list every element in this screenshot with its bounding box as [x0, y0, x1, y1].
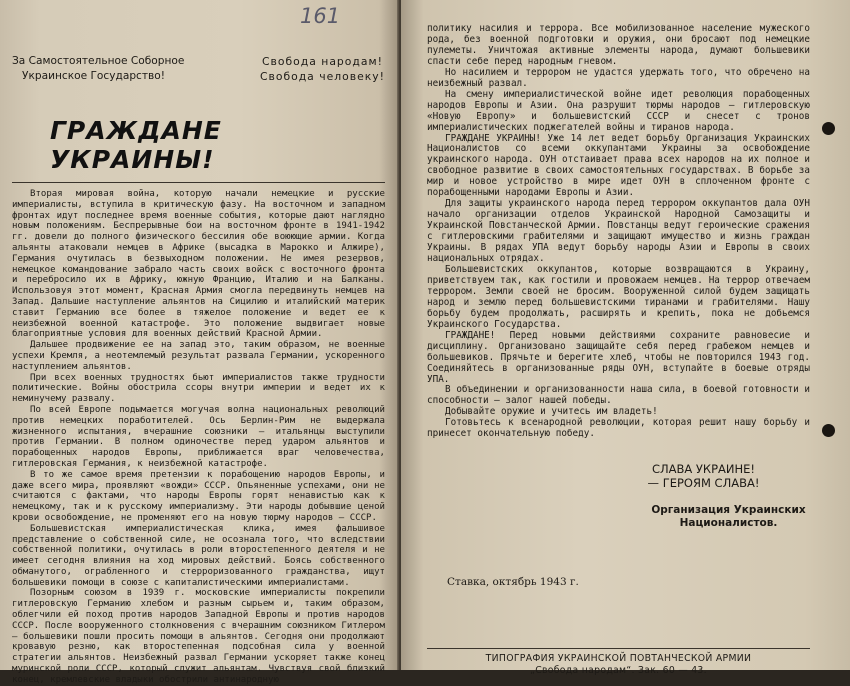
paragraph: ГРАЖДАНЕ! Перед новыми действиями сохраните равновесие и дисциплину. Организовано защищайте себя перед грабежом немцев и большевиков. Прячьте и берегите хлеб, чтобы не повторился 1943 год. Соединяйтесь в организованные ряды ОУН, вступайте в боевые отряды УПА. [427, 329, 810, 385]
paragraph: Большевистская империалистическая клика, имея фальшивое представление о собственной силе, не осознала того, что вследствии собственной политики, очутилась в роли второстепенного деятеля и не имеет сегодня влияния на ход мировых действий. Боясь собственного обманутого, ограбленного и стерроризованного гражданства, ищут большевики помощи в союзе с капиталистическими империалистами. [12, 523, 385, 588]
org-line-1: Организация Украинских [651, 504, 806, 517]
archive-page-number: 161 [300, 4, 341, 28]
punch-hole-bottom [822, 424, 835, 437]
printer-line-1: ТИПОГРАФИЯ УКРАИНСКОЙ ПОВТАНЧЕСКОЙ АРМИИ [485, 653, 752, 665]
printer-imprint [427, 648, 810, 677]
state-slogan-block [12, 54, 184, 84]
right-page [401, 0, 850, 677]
paragraph: При всех военных трудностях бьют империалистов также трудности политические. Войны обострила ссоры внутри империи и ведет их к неминучему развалу. [12, 372, 385, 405]
right-body-text [427, 24, 810, 440]
page-title: ГРАЖДАНЕ УКРАИНЫ! [50, 116, 222, 174]
paragraph: Вторая мировая война, которую начали немецкие и русские империалисты, вступила в критическую фазу. На восточном и западном фронтах идут последнее время военные события, которые дают наглядно новым положениям. Беспрерывные бои на восточном фронте в 1941-1942 гг. довели до полного физического бессилия обе воюющие армии. Когда альянты атаковали немцев в Африке (высадка в Марокко и Алжире), Германия очутилась в безвыходном положении. Не имея резервов, немецкое командование забрало часть своих войск с восточного фронта и перебросило их в Африку, южную Францию, Италию и на Балканы. Использовуя этот момент, Красная Армия смогла передвинуть немцев на Запад. Дальшие наступление альянтов на Сицилию и италийский материк ставит Германию все более в тяжелое положение и ведет ее к неизбежной военной катастрофе. Это положение выдвигает новые благоприятные условия для военных действий Красной Армии. [12, 189, 385, 340]
paragraph: Готовьтесь к всенародной революции, которая решит нашу борьбу и принесет окончательную победу. [427, 417, 810, 440]
paragraph: Дальшее продвижение ее на запад это, таким образом, не военные успехи Кремля, а неотемлемый результат развала Германии, ускоренного наступлением альянтов. [12, 340, 385, 372]
paragraph: В то же самое время претензии к порабощению народов Европы, и даже всего мира, проявляют «вожди» СССР. Опьяненные успехами, они не считаются с фактами, что народы Европы горят ненавистью как к немецкому, так и к русскому империализму. Эти народы добывшие ценой крови освобождение, не променяют его на новую тюрму народов — СССР. [12, 469, 385, 523]
paragraph: Добывайте оружие и учитесь им владеть! [445, 406, 658, 418]
closing-glory-heroes: — ГЕРОЯМ СЛАВА! [647, 476, 760, 491]
paragraph: В объединении и организованности наша сила, в боевой готовности и способности — залог нашей победы. [427, 384, 810, 407]
slogan-freedom-person: Свобода человеку! [259, 70, 385, 83]
state-slogan-line-2: Украинское Государство! [22, 70, 166, 82]
paragraph: По всей Европе подымается могучая волна национальных революций против немецких поработителей. Ось Берлин-Рим не выдержала жизненного испытания, вчерашние союзники — итальянцы выступили против Германии. В полном одиночестве перед ударом альянтов и порабощенных народов Европы, приближается враг человечества, гитлеровская Германия, к неизбежной катастрофе. [12, 404, 385, 469]
org-line-2: Националистов. [679, 517, 778, 530]
left-page [0, 0, 399, 685]
closing-glory-ukraine: СЛАВА УКРАИНЕ! [651, 462, 756, 477]
paragraph: Большевистских оккупантов, которые возвращаются в Украину, приветствуем так, как гостили и провожаем немцев. На террор отвечаем террором. Земли своей не бросим. Вооруженной силой будем защищать народ и землю перед большевистскими тиранами и грабителями. Нашу борьбу будем продолжать, расширять и крепить, пока не добьемся Украинского Государства. [427, 263, 810, 330]
signature-organization [647, 504, 810, 530]
paragraph: ГРАЖДАНЕ УКРАИНЫ! Уже 14 лет ведет борьбу Организация Украинских Националистов со всеми оккупантами Украины за освобождение украинского народа. ОУН отстаивает права всех народов на их полное и свободное развитие в своих самостоятельных государствах. В борьбе за мир и новое устройство в мире идет ОУН в сплоченном фронте с порабощенными народами Европы и Азии. [427, 132, 810, 199]
closing-slogan [597, 462, 810, 490]
paragraph: Но насилием и террором не удастся удержать того, что обречено на неизбежный развал. [427, 66, 810, 89]
header-row [12, 54, 385, 84]
slogan-freedom-nations: Свобода народам! [261, 55, 383, 68]
paragraph: Для защиты украинского народа перед террором оккупантов дала ОУН начало организации отделов Украинской Народной Самозащиты и Украинской Повстанческой Армии. Повстанцы ведут героические сражения с гитлеровскими грабителями и защищают имущество и жизнь граждан Украины. В рядах УПА ведут борьбу народы Азии и Европы в своих национальных отрядах. [427, 198, 810, 265]
paragraph: На смену империалистической войне идет революция порабощенных народов Европы и Азии. Она разрушит тюрмы народов — гитлеровскую «Новую Европу» и большевистский СССР и снесет с тронов империалистических поджегателей войны и тиранов народа. [427, 88, 810, 133]
title-divider [12, 182, 385, 183]
punch-hole-top [822, 122, 835, 135]
paragraph: Позорным союзом в 1939 г. московские империалисты покрепили гитлеровскую Германию хлебом и разным сырьем и, таким образом, облегчили ей поход против народов Западной Европы и против народов СССР. После вооруженного столкновения с вчерашним союзником Гитлером — большевики пошли просить помощи в альянтов. Сегодня они продолжают кровавую резню, как второстепенная подсобная сила у военной стратегии альянтов. Неизбежный развал Германии ускоряет также конец муринской роли СССР, который служит альянтам. Чувствуя свой близкий конец, кремлевские владыки обострили антинародную [12, 588, 385, 685]
printer-line-2: „Свобода народам“. Зак. 60 — 43. [530, 665, 707, 677]
paragraph: политику насилия и террора. Все мобилизованное население мужеского рода, без военной подготовки и оружия, они бросают под немецкие пулеметы. Уничтожая активные элементы народа, думают большевики спасти себе перед народным гневом. [427, 23, 810, 67]
left-body-text [12, 189, 385, 686]
freedom-slogans [260, 54, 385, 84]
dateline: Ставка, октябрь 1943 г. [447, 576, 579, 589]
state-slogan-line-1: За Самостоятельное Соборное [12, 55, 185, 67]
